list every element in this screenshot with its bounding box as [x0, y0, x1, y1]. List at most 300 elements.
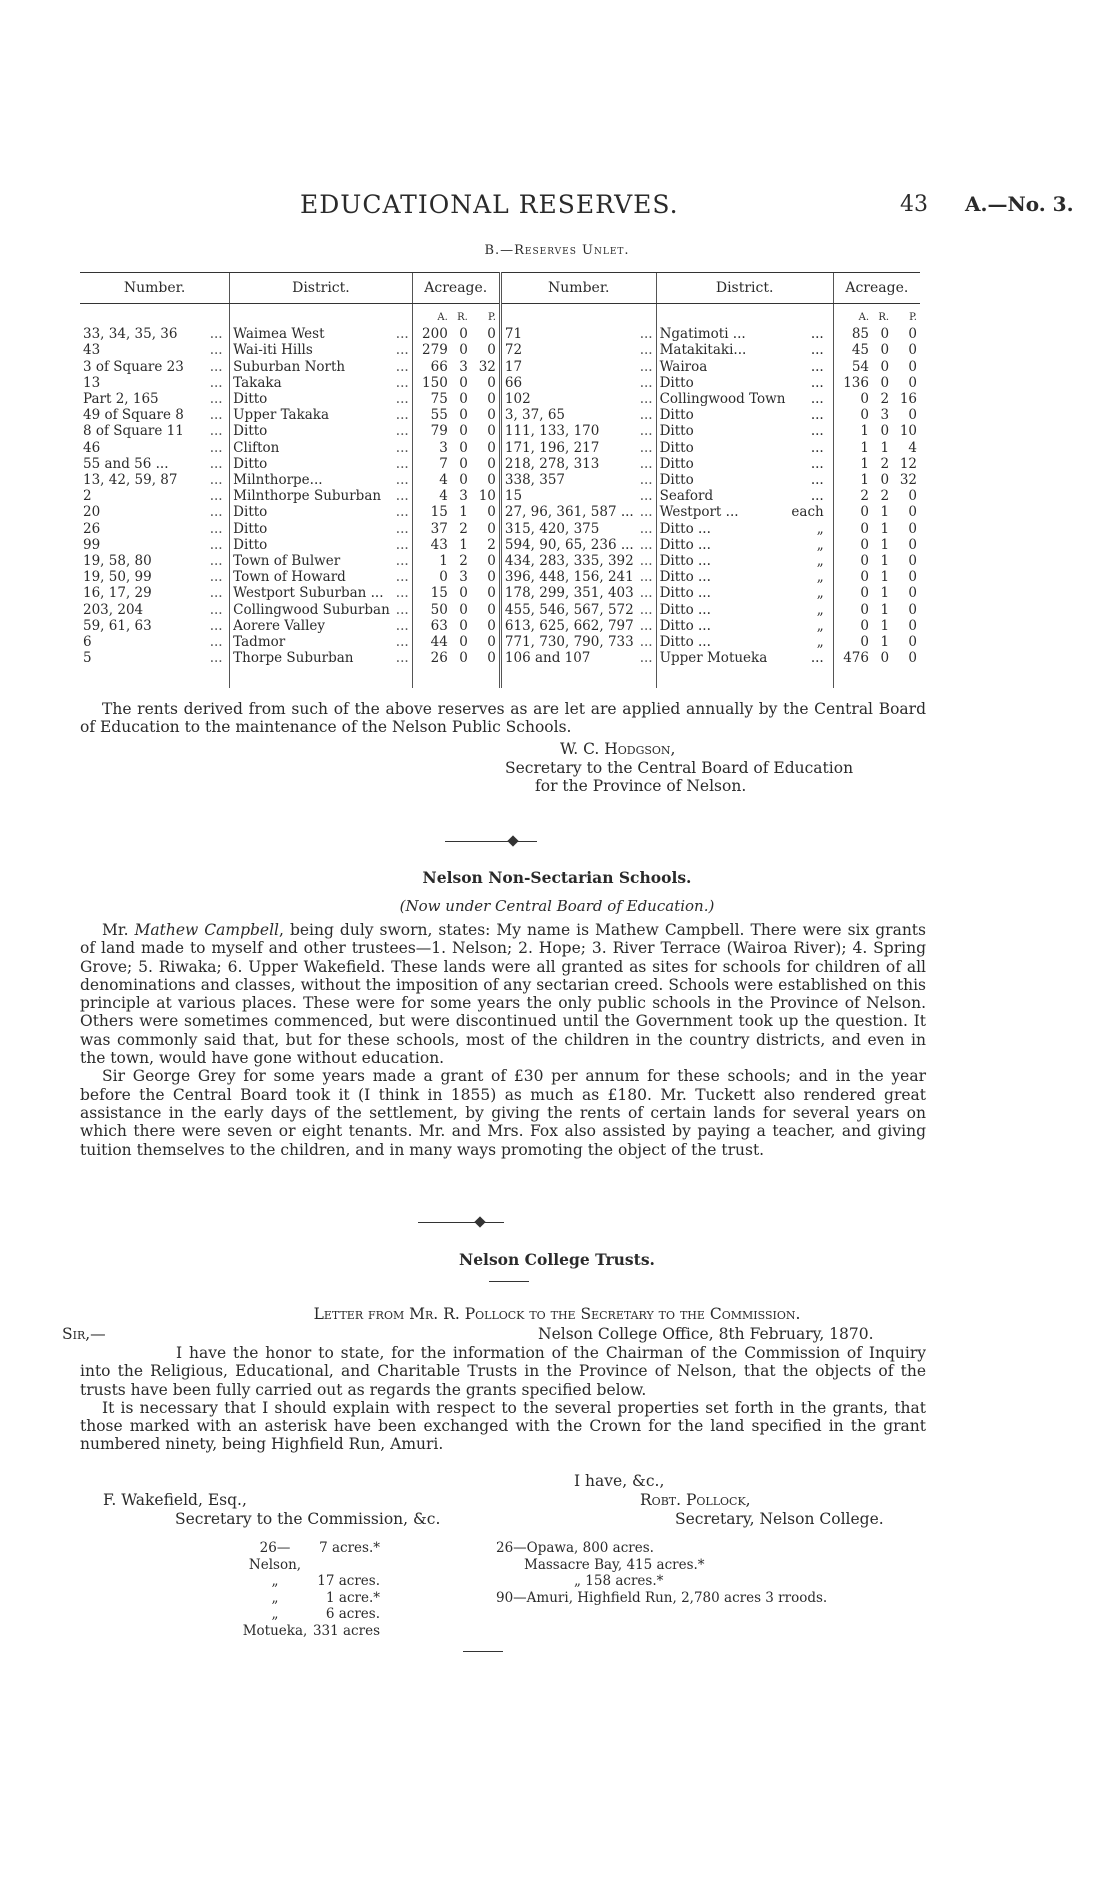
leader-cell: ... [639, 536, 653, 553]
leader-cell: ... [639, 634, 653, 651]
acres-cell: 150 [412, 375, 451, 391]
district-cell: Clifton [230, 440, 393, 456]
acres-cell: 45 [833, 342, 872, 358]
number-cell: 594, 90, 65, 236 ... [500, 537, 636, 553]
number-cell: 19, 50, 99 [83, 569, 152, 586]
district-cell: Ditto ... [656, 521, 788, 537]
perches-cell: 0 [487, 342, 496, 359]
section-title-college-trusts: Nelson College Trusts. [459, 1250, 655, 1269]
rents-note [80, 700, 926, 737]
perches-cell: 2 [487, 536, 496, 553]
leader-cell: ... [209, 650, 223, 667]
roods-cell: 0 [459, 407, 468, 424]
perches-cell: 0 [908, 650, 917, 667]
page-number: 43 [900, 192, 928, 217]
roods-cell: 2 [459, 520, 468, 537]
col-district-left: District. [230, 273, 412, 304]
land-grant-item [240, 1606, 420, 1623]
perches-cell: 0 [908, 553, 917, 570]
perches-cell: 0 [908, 520, 917, 537]
leader-cell: ... [395, 504, 409, 521]
number-cell: 315, 420, 375 [500, 521, 636, 537]
leader-cell: ... [639, 472, 653, 489]
roods-cell: 0 [459, 326, 468, 343]
number-cell: 111, 133, 170 [500, 423, 636, 439]
table-row [80, 618, 920, 634]
table-row [80, 423, 920, 439]
leader-cell: ... [639, 520, 653, 537]
acres-cell: 0 [833, 537, 872, 553]
table-row [80, 504, 920, 520]
campbell-paragraph-2: Sir George Grey for some years made a grant of £30 per annum for these schools; and in the year before the Central Board took it (I think in 1855) as much as £180. Mr. Tuckett also rendered great assistance in the early days of the settlement, by giving the rents of certain lands for several years on which there were seven or eight tenants. Mr. and Mrs. Fox also assisted by paying a teacher, and giving tuition themselves to the children, and in many ways promoting the object of the trust. [80, 1067, 926, 1159]
perches-cell: 0 [487, 617, 496, 634]
roods-cell: 2 [880, 391, 890, 408]
roods-cell: 0 [880, 472, 890, 489]
col-acreage-right: Acreage. [833, 273, 920, 304]
roods-cell: 0 [459, 374, 468, 391]
qualifier-cell: ... [810, 455, 824, 472]
number-cell: 72 [500, 342, 636, 358]
leader-cell: ... [209, 488, 223, 505]
table-row [80, 472, 920, 488]
leader-cell: ... [209, 504, 223, 521]
roods-cell: 1 [880, 617, 890, 634]
leader-cell: ... [209, 455, 223, 472]
district-cell: Ditto [656, 407, 788, 423]
letter-paragraph-2: It is necessary that I should explain with respect to the several properties set forth in the grants, that those marked with an asterisk have been exchanged with the Crown for the land specified in the grant numbered ninety, being Highfield Run, Amuri. [80, 1398, 926, 1454]
leader-cell: ... [209, 407, 223, 424]
qualifier-cell: „ [816, 536, 824, 553]
district-cell: Town of Bulwer [230, 553, 393, 569]
roods-cell: 0 [459, 423, 468, 440]
acres-cell: 1 [833, 456, 872, 472]
perches-cell: 32 [899, 472, 917, 489]
qualifier-cell: ... [810, 439, 824, 456]
acres-cell: 200 [412, 326, 451, 342]
district-cell: Suburban North [230, 359, 393, 375]
district-cell: Ditto [656, 375, 788, 391]
qualifier-cell: „ [816, 601, 824, 618]
leader-cell: ... [395, 391, 409, 408]
leader-cell: ... [639, 455, 653, 472]
land-grant-item: 90—Amuri, Highfield Run, 2,780 acres 3 rroods. [496, 1589, 828, 1606]
number-cell: 178, 299, 351, 403 [500, 585, 636, 601]
acres-cell: 79 [412, 423, 451, 439]
number-cell: 16, 17, 29 [83, 585, 152, 602]
qualifier-cell: ... [810, 391, 824, 408]
leader-cell: ... [639, 601, 653, 618]
qualifier-cell: ... [810, 342, 824, 359]
leader-cell: ... [639, 553, 653, 570]
acres-cell: 0 [833, 634, 872, 650]
district-cell: Wai-iti Hills [230, 342, 393, 358]
lands-list-left [240, 1540, 420, 1639]
number-cell: 26 [83, 520, 101, 537]
leader-cell: ... [395, 488, 409, 505]
roods-cell: 0 [880, 326, 890, 343]
acres-cell: 0 [833, 391, 872, 407]
land-grant-value: 6 acres. [325, 1606, 380, 1622]
perches-cell: 0 [487, 634, 496, 651]
perches-cell: 12 [899, 455, 917, 472]
acres-cell: 2 [833, 488, 872, 504]
acres-cell: 0 [833, 553, 872, 569]
roods-cell: 1 [880, 553, 890, 570]
qualifier-cell: each [791, 504, 824, 521]
roods-cell: 3 [880, 407, 890, 424]
roods-cell: 3 [459, 569, 468, 586]
table-row [80, 488, 920, 504]
leader-cell: ... [209, 617, 223, 634]
leader-cell: ... [209, 553, 223, 570]
witness-name: Mathew Campbell [134, 921, 280, 939]
acres-cell: 15 [412, 585, 451, 601]
leader-cell: ... [395, 455, 409, 472]
roods-cell: 1 [459, 536, 468, 553]
leader-cell: ... [639, 423, 653, 440]
perches-cell: 0 [487, 439, 496, 456]
qualifier-cell: ... [810, 423, 824, 440]
district-cell: Tadmor [230, 634, 393, 650]
roods-cell: 1 [880, 601, 890, 618]
perches-cell: 0 [908, 374, 917, 391]
leader-cell: ... [395, 520, 409, 537]
district-cell: Thorpe Suburban [230, 650, 393, 688]
leader-cell: ... [395, 553, 409, 570]
acres-cell: 3 [412, 440, 451, 456]
roods-cell: 0 [459, 472, 468, 489]
number-cell: 434, 283, 335, 392 [500, 553, 636, 569]
acres-cell: 4 [412, 488, 451, 504]
leader-cell: ... [395, 407, 409, 424]
land-grant-value: 1 acre.* [326, 1589, 380, 1606]
leader-cell: ... [395, 374, 409, 391]
roods-cell: 1 [880, 504, 890, 521]
district-cell: Wairoa [656, 359, 788, 375]
col-number-left: Number. [80, 273, 230, 304]
perches-cell: 10 [899, 423, 917, 440]
district-cell: Takaka [230, 375, 393, 391]
leader-cell: ... [639, 504, 653, 521]
acres-cell: 0 [833, 602, 872, 618]
table-row [80, 326, 920, 342]
number-cell: 13 [83, 374, 101, 391]
leader-cell: ... [209, 472, 223, 489]
perches-cell: 10 [478, 488, 496, 505]
roods-cell: 0 [459, 601, 468, 618]
acres-cell: 66 [412, 359, 451, 375]
number-cell: Part 2, 165 [83, 391, 159, 408]
district-cell: Collingwood Town [656, 391, 788, 407]
perches-cell: 0 [908, 617, 917, 634]
text-prefix: Mr. [102, 921, 135, 939]
district-cell: Ditto [656, 423, 788, 439]
ornament-divider [418, 1222, 504, 1223]
campbell-text: , being duly sworn, states: My name is Mathew Campbell. There were six grants of land made to myself and other trustees—1. Nelson; 2. Hope; 3. River Terrace (Wairoa River); 4. Spring Grove; 5. Riwaka; 6. Upper Wakefield. These lands were all granted as sites for schools for children of all denominations and classes, without the imposition of any sectarian creed. Schools were established on this principle at various places. These were for some years the only public schools in the Province of Nelson. Others were sometimes commenced, but were discontinued until the Government took up the question. It was commonly said that, but for these schools, most of the children in the country districts, and even in the town, would have gone without education. [80, 921, 926, 1068]
signer-name: W. C. Hodgson, [560, 740, 676, 758]
roods-cell: 0 [880, 650, 890, 667]
perches-cell: 0 [487, 326, 496, 343]
perches-cell: 0 [487, 455, 496, 472]
district-cell: Ditto [230, 537, 393, 553]
number-cell: 27, 96, 361, 587 ... [500, 504, 636, 520]
leader-cell: ... [395, 617, 409, 634]
acres-cell: 279 [412, 342, 451, 358]
document-reference: A.—No. 3. [965, 192, 1074, 216]
roods-cell: 1 [880, 439, 890, 456]
signer-name-pollock: Robt. Pollock, [640, 1491, 751, 1509]
acres-cell: 0 [412, 569, 451, 585]
leader-cell: ... [209, 423, 223, 440]
district-cell: Ditto [656, 440, 788, 456]
roods-cell: 3 [459, 358, 468, 375]
acres-cell: 85 [833, 326, 872, 342]
leader-cell: ... [209, 536, 223, 553]
leader-cell: ... [209, 601, 223, 618]
number-cell: 613, 625, 662, 797 [500, 618, 636, 634]
roods-cell: 1 [880, 634, 890, 651]
perches-cell: 0 [908, 536, 917, 553]
acres-cell: 75 [412, 391, 451, 407]
qualifier-cell: „ [816, 520, 824, 537]
roods-cell: 0 [459, 439, 468, 456]
qualifier-cell: ... [810, 407, 824, 424]
roods-cell: 0 [459, 391, 468, 408]
district-cell: Ditto ... [656, 602, 788, 618]
acres-cell: 50 [412, 602, 451, 618]
unit-perches: P. [909, 312, 917, 323]
district-cell: Ditto ... [656, 537, 788, 553]
number-cell: 102 [500, 391, 636, 407]
land-grant-label: „ [271, 1606, 279, 1622]
district-cell: Upper Takaka [230, 407, 393, 423]
number-cell: 171, 196, 217 [500, 440, 636, 456]
addressee-name: F. Wakefield, Esq., [103, 1491, 247, 1509]
acres-cell: 1 [412, 553, 451, 569]
acres-cell: 0 [833, 407, 872, 423]
qualifier-cell: ... [810, 374, 824, 391]
acres-cell: 0 [833, 521, 872, 537]
perches-cell: 0 [487, 553, 496, 570]
table-row [80, 359, 920, 375]
district-cell: Ditto ... [656, 634, 788, 650]
number-cell: 396, 448, 156, 241 [500, 569, 636, 585]
leader-cell: ... [639, 488, 653, 505]
number-cell: 3 of Square 23 [83, 358, 184, 375]
ornament-diamond-icon [507, 835, 518, 846]
leader-cell: ... [209, 342, 223, 359]
land-grant-item [240, 1540, 420, 1573]
ornament-divider [445, 841, 537, 842]
leader-cell: ... [209, 520, 223, 537]
perches-cell: 0 [908, 569, 917, 586]
roods-cell: 3 [459, 488, 468, 505]
perches-cell: 0 [487, 569, 496, 586]
campbell-paragraph-1 [80, 921, 926, 1067]
leader-cell: ... [209, 634, 223, 651]
leader-cell: ... [639, 650, 653, 667]
land-grant-item [240, 1623, 420, 1640]
district-cell: Aorere Valley [230, 618, 393, 634]
number-cell: 455, 546, 567, 572 [500, 602, 636, 618]
leader-cell: ... [209, 358, 223, 375]
unit-perches: P. [488, 312, 496, 323]
district-cell: Collingwood Suburban [230, 602, 393, 618]
dateline: Nelson College Office, 8th February, 1870. [538, 1325, 874, 1343]
district-cell: Ditto [230, 456, 393, 472]
perches-cell: 0 [908, 358, 917, 375]
leader-cell: ... [639, 569, 653, 586]
number-cell: 33, 34, 35, 36 [83, 326, 178, 343]
roods-cell: 1 [459, 504, 468, 521]
title-underline [489, 1281, 529, 1282]
land-grant-label: 26—Nelson, [248, 1540, 302, 1573]
land-grant-item: „ 158 acres.* [574, 1573, 664, 1589]
number-cell: 55 and 56 ... [83, 455, 169, 472]
signature-hodgson-name [560, 740, 675, 758]
number-cell: 71 [500, 326, 636, 342]
leader-cell: ... [395, 536, 409, 553]
perches-cell: 0 [487, 601, 496, 618]
table-row [80, 440, 920, 456]
leader-cell: ... [639, 439, 653, 456]
roods-cell: 0 [459, 634, 468, 651]
number-cell: 203, 204 [83, 601, 144, 618]
number-cell: 771, 730, 790, 733 [500, 634, 636, 650]
district-cell: Seaford [656, 488, 788, 504]
addressee-title: Secretary to the Commission, &c. [175, 1510, 441, 1528]
table-row [80, 342, 920, 358]
table-header-row [80, 273, 920, 304]
district-cell: Ditto [656, 456, 788, 472]
table-row [80, 375, 920, 391]
leader-cell: ... [395, 601, 409, 618]
district-cell: Ditto ... [656, 618, 788, 634]
acres-cell: 1 [833, 472, 872, 488]
leader-cell: ... [395, 585, 409, 602]
perches-cell: 0 [487, 374, 496, 391]
number-cell: 99 [83, 536, 101, 553]
qualifier-cell: „ [816, 553, 824, 570]
district-cell: Westport ... [656, 504, 788, 520]
acres-cell: 55 [412, 407, 451, 423]
signature-hodgson-province: for the Province of Nelson. [535, 777, 747, 795]
leader-cell: ... [395, 472, 409, 489]
table-title: B.—Reserves Unlet. [484, 243, 630, 258]
land-grant-value: 17 acres. [317, 1573, 380, 1589]
perches-cell: 0 [487, 391, 496, 408]
reserves-table [80, 272, 920, 688]
number-cell: 8 of Square 11 [83, 423, 184, 440]
acres-cell: 0 [833, 569, 872, 585]
land-grant-value: 331 acres [312, 1622, 380, 1639]
number-cell: 59, 61, 63 [83, 617, 152, 634]
units-row [80, 304, 920, 327]
perches-cell: 0 [487, 472, 496, 489]
qualifier-cell: ... [810, 472, 824, 489]
roods-cell: 0 [459, 342, 468, 359]
perches-cell: 0 [487, 520, 496, 537]
leader-cell: ... [639, 326, 653, 343]
col-district-right: District. [656, 273, 833, 304]
district-cell: Matakitaki... [656, 342, 788, 358]
perches-cell: 0 [908, 407, 917, 424]
leader-cell: ... [395, 326, 409, 343]
table-row [80, 521, 920, 537]
table-row [80, 602, 920, 618]
unit-roods: R. [878, 312, 890, 323]
col-number-right: Number. [500, 273, 656, 304]
unit-acres: A. [412, 304, 451, 327]
perches-cell: 0 [908, 634, 917, 651]
land-grant-item [240, 1590, 420, 1607]
number-cell: 17 [500, 359, 636, 375]
campbell-statement [80, 921, 926, 1159]
acres-cell: 15 [412, 504, 451, 520]
district-cell: Ditto ... [656, 585, 788, 601]
table-row [80, 407, 920, 423]
acres-cell: 54 [833, 359, 872, 375]
perches-cell: 0 [908, 326, 917, 343]
acres-cell: 476 [833, 650, 872, 688]
qualifier-cell: ... [810, 650, 824, 667]
letter-heading: Letter from Mr. R. Pollock to the Secretary to the Commission. [313, 1305, 801, 1323]
roods-cell: 0 [880, 358, 890, 375]
table-row [80, 585, 920, 601]
leader-cell: ... [209, 374, 223, 391]
perches-cell: 32 [478, 358, 496, 375]
end-rule [463, 1651, 503, 1652]
district-cell: Ditto [230, 423, 393, 439]
number-cell: 13, 42, 59, 87 [83, 472, 178, 489]
table-row [80, 537, 920, 553]
perches-cell: 0 [908, 504, 917, 521]
qualifier-cell: „ [816, 634, 824, 651]
district-cell: Ditto [230, 504, 393, 520]
section-subtitle-non-sectarian: (Now under Central Board of Education.) [399, 897, 715, 915]
table-row [80, 391, 920, 407]
table-row [80, 456, 920, 472]
perches-cell: 0 [487, 423, 496, 440]
running-title: EDUCATIONAL RESERVES. [300, 190, 679, 219]
roods-cell: 2 [880, 455, 890, 472]
district-cell: Ditto [656, 472, 788, 488]
number-cell: 5 [83, 650, 92, 667]
perches-cell: 0 [908, 488, 917, 505]
acres-cell: 0 [833, 504, 872, 520]
perches-cell: 0 [908, 601, 917, 618]
letter-paragraph-1: I have the honor to state, for the information of the Chairman of the Commission of Inquiry into the Religious, Educational, and Charitable Trusts in the Province of Nelson, that the objects of the trusts have been fully carried out as regards the grants specified below. [80, 1344, 926, 1399]
district-cell: Town of Howard [230, 569, 393, 585]
leader-cell: ... [639, 407, 653, 424]
section-title-non-sectarian: Nelson Non-Sectarian Schools. [422, 868, 692, 887]
leader-cell: ... [395, 634, 409, 651]
acres-cell: 4 [412, 472, 451, 488]
acres-cell: 7 [412, 456, 451, 472]
district-cell: Westport Suburban ... [230, 585, 393, 601]
roods-cell: 2 [880, 488, 890, 505]
number-cell: 6 [83, 634, 92, 651]
leader-cell: ... [395, 439, 409, 456]
district-cell: Upper Motueka [656, 650, 788, 688]
perches-cell: 4 [908, 439, 917, 456]
unit-acres: A. [833, 304, 872, 327]
leader-cell: ... [395, 423, 409, 440]
roods-cell: 1 [880, 536, 890, 553]
acres-cell: 26 [412, 650, 451, 688]
roods-cell: 0 [880, 342, 890, 359]
acres-cell: 44 [412, 634, 451, 650]
